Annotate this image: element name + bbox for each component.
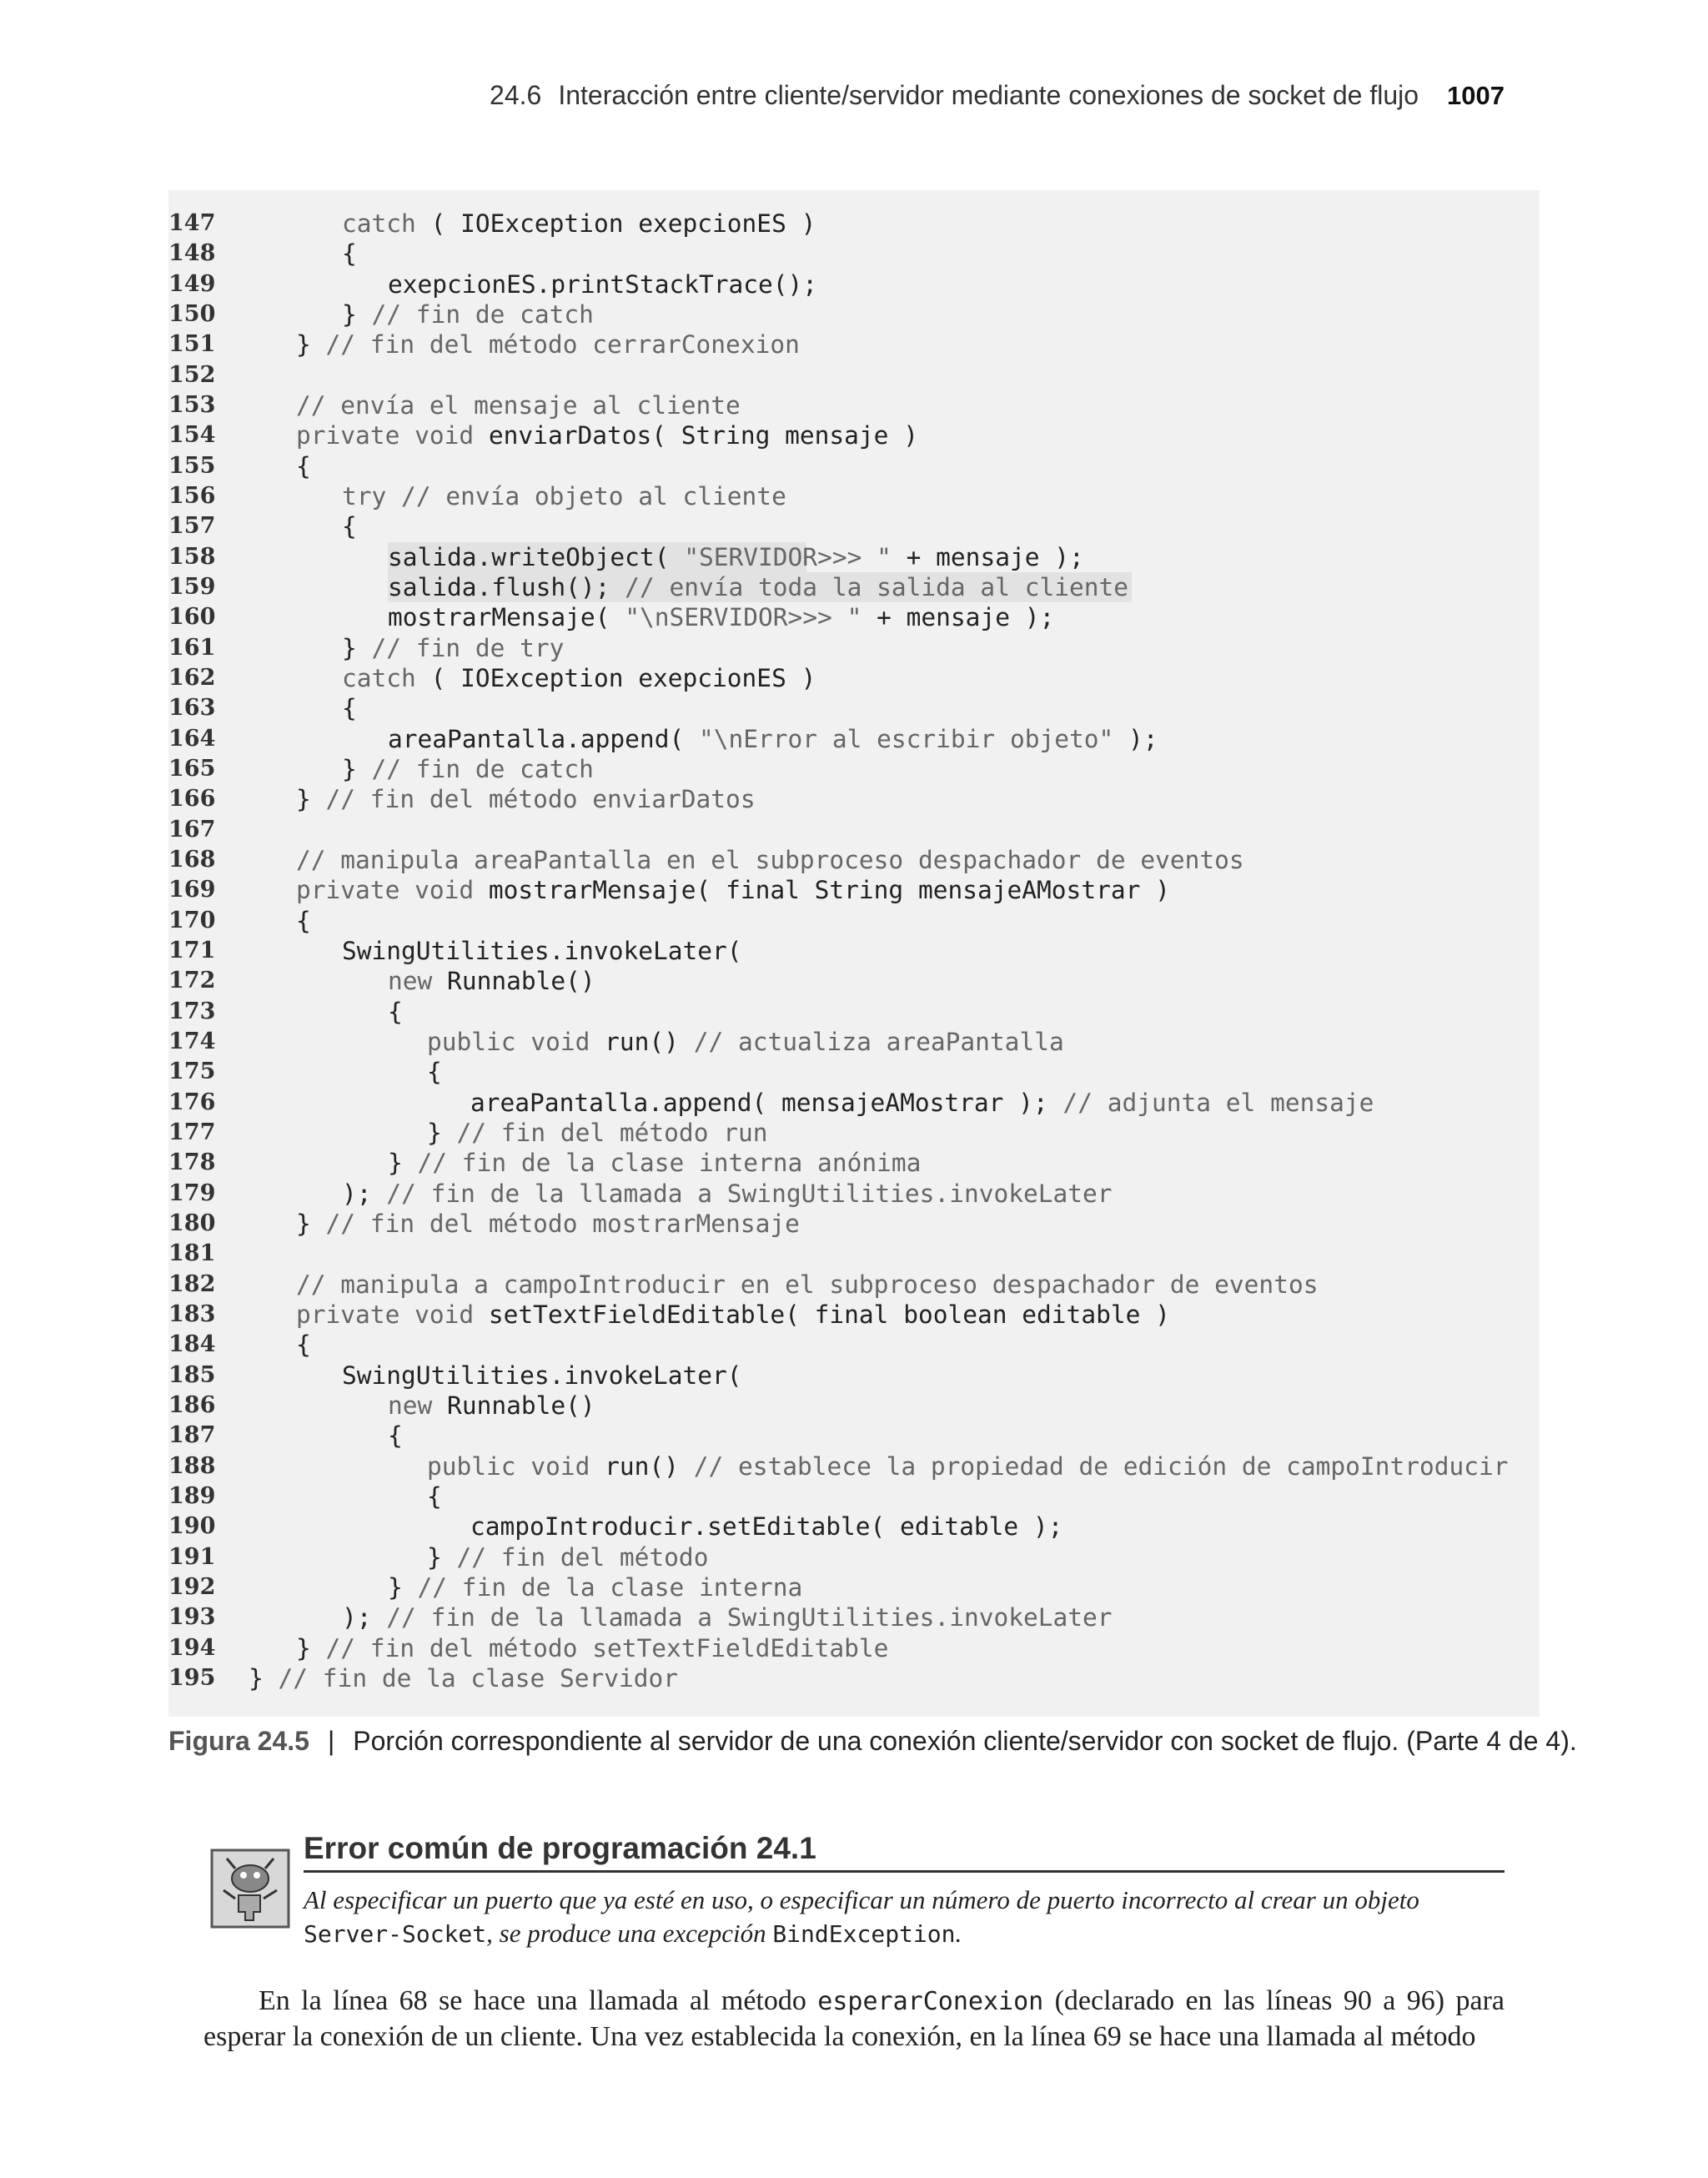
code-text: [388, 997, 403, 1027]
code-line: [168, 1088, 1540, 1118]
code-text: [296, 875, 1170, 905]
code-comment: // envía toda la salida al cliente: [610, 572, 1129, 601]
line-number: 166: [168, 786, 216, 812]
line-number: 184: [168, 1331, 216, 1358]
code-comment: // envía objeto al cliente: [386, 481, 786, 511]
code-text: [342, 209, 816, 239]
code-text: [427, 1118, 768, 1148]
code-line: [168, 1391, 1540, 1421]
code-comment: // fin del método setTextFieldEditable: [310, 1633, 889, 1662]
code-token: }: [388, 1572, 403, 1602]
code-line: [168, 299, 1540, 329]
line-number: 187: [168, 1422, 216, 1449]
code-rest: enviarDatos( String mensaje ): [474, 421, 918, 450]
code-comment: // manipula areaPantalla en el subproceso despachador de eventos: [296, 845, 1244, 874]
line-number: 185: [168, 1361, 216, 1388]
code-line: [168, 269, 1540, 299]
tip-text-3: .: [955, 1919, 962, 1948]
code-token: }: [342, 633, 357, 662]
line-number: 160: [168, 604, 216, 631]
code-line: [168, 420, 1540, 450]
line-number: 176: [168, 1089, 216, 1115]
line-number: 183: [168, 1300, 216, 1327]
running-head: [490, 80, 1505, 117]
code-line: [168, 1270, 1540, 1300]
body-text-b: (declarado en las líneas 90 a 96) para esperar la conexión de un cliente. Una vez establecida la conexión, en la línea 69 se hace una llamada al método: [203, 1985, 1505, 2052]
line-number: 181: [168, 1240, 216, 1267]
code-line: [168, 1057, 1540, 1087]
line-number: 168: [168, 846, 216, 873]
code-line: [168, 1602, 1540, 1632]
code-line: [168, 329, 1540, 360]
code-text: [470, 1512, 1062, 1542]
code-line: [168, 693, 1540, 723]
code-token: }: [388, 1149, 403, 1178]
code-comment: // fin de la llamada a SwingUtilities.invokeLater: [371, 1603, 1113, 1632]
code-line: [168, 511, 1540, 541]
code-token: catch: [342, 663, 416, 692]
code-text: [342, 239, 357, 269]
code-rest: editable );: [885, 1512, 1063, 1542]
code-token: {: [342, 239, 357, 269]
line-number: 158: [168, 543, 216, 570]
code-token: }: [296, 1633, 311, 1662]
code-token: );: [342, 1603, 372, 1632]
code-line: [168, 1027, 1540, 1057]
line-number: 154: [168, 422, 216, 449]
code-token: public void: [427, 1451, 590, 1481]
code-line: [168, 481, 1540, 511]
section-number: 24.6: [490, 80, 542, 110]
code-text: [296, 390, 741, 420]
code-text: [427, 1481, 442, 1512]
line-number: 195: [168, 1664, 216, 1691]
code-token: {: [427, 1481, 442, 1511]
code-token: {: [342, 512, 357, 541]
code-comment: // envía el mensaje al cliente: [296, 390, 741, 420]
line-number: 171: [168, 937, 216, 963]
code-rest: Runnable(): [432, 967, 595, 996]
code-text: [342, 663, 816, 693]
body-paragraph: [203, 1984, 1505, 2055]
code-text: [388, 602, 1054, 632]
tip-text-1: Al especificar un puerto que ya esté en uso, o especificar un número de puerto incorrecto al crear un objeto: [304, 1885, 1419, 1914]
line-number: 194: [168, 1634, 216, 1661]
code-comment: // establece la propiedad de edición de campoIntroducir: [678, 1451, 1509, 1481]
code-line: [168, 602, 1540, 632]
code-token: {: [427, 1058, 442, 1087]
code-comment: // fin de la clase interna: [402, 1572, 803, 1602]
code-text: [470, 1088, 1374, 1118]
code-text: [342, 1602, 1113, 1632]
code-text: [342, 754, 594, 784]
code-token: {: [296, 906, 311, 935]
line-number: 150: [168, 300, 216, 327]
code-line: [168, 724, 1540, 754]
code-token: campoIntroducir.setEditable(: [470, 1512, 886, 1542]
code-line: [168, 966, 1540, 996]
tip-body: [304, 1884, 1505, 1951]
code-token: SwingUtilities.invokeLater(: [342, 936, 742, 965]
code-token: mostrarMensaje(: [388, 603, 610, 632]
code-text: [342, 1179, 1113, 1209]
code-token: );: [342, 1179, 372, 1208]
code-line: [168, 239, 1540, 269]
code-token: SwingUtilities.invokeLater(: [342, 1361, 742, 1390]
code-line: [168, 1330, 1540, 1360]
code-line: [168, 1542, 1540, 1572]
code-rest: run(): [590, 1451, 679, 1481]
code-rest: Runnable(): [432, 1391, 595, 1420]
line-number: 147: [168, 210, 216, 236]
code-text: [388, 542, 1084, 572]
code-token: private void: [296, 1300, 475, 1329]
code-text: [296, 1300, 1170, 1330]
code-comment: // fin de catch: [356, 299, 594, 329]
line-number: 162: [168, 664, 216, 691]
code-line: [168, 633, 1540, 663]
code-line: [168, 1663, 1540, 1693]
code-line: [168, 572, 1540, 602]
code-line: [168, 1633, 1540, 1663]
code-text: [427, 1057, 442, 1087]
code-token: }: [296, 1209, 311, 1238]
figure-label: Figura 24.5: [168, 1726, 309, 1756]
body-text-a: En la línea 68 se hace una llamada al método: [259, 1985, 818, 2016]
line-number: 165: [168, 755, 216, 782]
line-number: 170: [168, 907, 216, 933]
code-token: }: [249, 1663, 264, 1693]
code-line: [168, 1421, 1540, 1451]
code-text: [388, 1148, 921, 1178]
code-token: }: [427, 1542, 442, 1572]
code-line: [168, 360, 1540, 390]
code-text: [427, 1542, 708, 1572]
code-line: [168, 1148, 1540, 1178]
code-text: [388, 966, 595, 996]
code-line: [168, 845, 1540, 875]
code-text: [296, 784, 756, 814]
code-line: [168, 209, 1540, 239]
code-comment: // actualiza areaPantalla: [678, 1027, 1064, 1056]
code-line: [168, 663, 1540, 693]
line-number: 186: [168, 1391, 216, 1418]
line-number: 167: [168, 816, 216, 843]
line-number: 148: [168, 240, 216, 267]
code-text: [388, 1572, 802, 1602]
code-text: [342, 633, 564, 663]
line-number: 180: [168, 1210, 216, 1236]
line-number: 149: [168, 270, 216, 297]
code-rest: setTextFieldEditable( final boolean editable ): [474, 1300, 1170, 1329]
code-rest: "\nError al escribir objeto" );: [698, 724, 1158, 753]
tip-text-2: , se produce una excepción: [486, 1919, 773, 1948]
code-comment: // fin del método enviarDatos: [310, 785, 756, 814]
code-comment: // fin de try: [356, 633, 565, 662]
code-text: [296, 451, 311, 481]
code-text: [249, 1663, 678, 1693]
line-number: 173: [168, 998, 216, 1024]
code-token: areaPantalla.append(: [388, 724, 685, 753]
code-rest: mensajeAMostrar );: [766, 1088, 1048, 1117]
line-number: 188: [168, 1452, 216, 1479]
line-number: 153: [168, 391, 216, 418]
line-number: 189: [168, 1482, 216, 1509]
line-number: 161: [168, 634, 216, 661]
code-line: [168, 1451, 1540, 1481]
code-text: [296, 329, 800, 360]
page-number: 1007: [1447, 81, 1505, 110]
line-number: 178: [168, 1149, 216, 1176]
line-number: 179: [168, 1180, 216, 1206]
code-token: exepcionES.printStackTrace();: [388, 269, 818, 299]
line-number: 157: [168, 513, 216, 540]
code-rest: ( IOException exepcionES ): [415, 663, 816, 692]
code-rest: mostrarMensaje( final String mensajeAMostrar ): [474, 876, 1170, 905]
code-line: [168, 390, 1540, 420]
code-text: [342, 299, 594, 329]
code-token: }: [342, 299, 357, 329]
code-rest: "\nSERVIDOR>>> " + mensaje );: [625, 603, 1055, 632]
body-code-esperarconexion: esperarConexion: [817, 1987, 1044, 2016]
code-line: [168, 542, 1540, 572]
line-number: 193: [168, 1604, 216, 1631]
tip-code-serversocket: Server-Socket: [304, 1920, 487, 1948]
code-token: new: [388, 967, 433, 996]
code-text: [296, 420, 918, 450]
code-text: [427, 1027, 1064, 1057]
line-number: 172: [168, 968, 216, 994]
line-number: 152: [168, 361, 216, 388]
code-comment: // adjunta el mensaje: [1047, 1088, 1374, 1117]
line-number: 175: [168, 1059, 216, 1085]
caption-separator: |: [327, 1726, 335, 1756]
code-text: [342, 693, 357, 723]
code-text: [296, 1270, 1318, 1300]
code-comment: // manipula a campoIntroducir en el subproceso despachador de eventos: [296, 1270, 1319, 1299]
code-line: [168, 1481, 1540, 1512]
code-text: [342, 481, 786, 511]
code-comment: // fin de la clase interna anónima: [402, 1149, 922, 1178]
code-line: [168, 936, 1540, 966]
code-line: [168, 875, 1540, 905]
code-text: [342, 936, 742, 966]
code-text: [388, 269, 817, 299]
line-number: 182: [168, 1270, 216, 1297]
code-comment: // fin del método cerrarConexion: [310, 330, 800, 360]
line-number: 192: [168, 1573, 216, 1600]
code-token: }: [427, 1118, 442, 1147]
code-line: [168, 1118, 1540, 1148]
code-token: {: [342, 694, 357, 723]
code-token: {: [388, 997, 403, 1026]
code-comment: // fin de la llamada a SwingUtilities.invokeLater: [371, 1179, 1113, 1208]
code-line: [168, 906, 1540, 936]
code-text: [342, 511, 357, 541]
code-line: [168, 997, 1540, 1027]
code-listing: [168, 190, 1540, 1717]
code-token: private void: [296, 421, 475, 450]
code-line: [168, 1179, 1540, 1209]
code-token: public void: [427, 1027, 590, 1056]
line-number: 155: [168, 452, 216, 479]
code-text: [296, 1209, 800, 1239]
code-line: [168, 1572, 1540, 1602]
code-comment: // fin del método mostrarMensaje: [310, 1209, 800, 1238]
code-rest: ( IOException exepcionES ): [415, 209, 816, 238]
code-token: salida.writeObject(: [388, 542, 670, 571]
tip-title: Error común de programación 24.1: [304, 1827, 1505, 1873]
line-number: 151: [168, 331, 216, 358]
code-token: {: [296, 1330, 311, 1360]
line-number: 163: [168, 695, 216, 722]
section-title: Interacción entre cliente/servidor mediante conexiones de socket de flujo: [558, 80, 1419, 110]
code-rest: "SERVIDOR>>> " + mensaje );: [684, 542, 1084, 571]
code-comment: // fin del método: [441, 1542, 709, 1572]
code-line: [168, 1512, 1540, 1542]
code-line: [168, 451, 1540, 481]
code-token: catch: [342, 209, 416, 238]
code-text: [296, 1330, 311, 1360]
code-text: [296, 1633, 888, 1663]
code-token: {: [296, 451, 311, 480]
line-number: 190: [168, 1513, 216, 1540]
code-token: new: [388, 1391, 433, 1420]
code-text: [388, 572, 1132, 602]
line-number: 174: [168, 1028, 216, 1054]
code-token: salida.flush();: [388, 572, 610, 601]
code-text: [388, 724, 1158, 754]
code-text: [388, 1391, 595, 1421]
code-text: [296, 845, 1244, 875]
code-token: }: [296, 330, 311, 360]
line-number: 169: [168, 877, 216, 903]
code-line: [168, 1300, 1540, 1330]
code-token: }: [296, 785, 311, 814]
code-text: [342, 1361, 742, 1391]
code-text: [388, 1421, 403, 1451]
figure-caption: [168, 1721, 1577, 1761]
code-comment: // fin de la clase Servidor: [263, 1663, 679, 1693]
code-rest: run(): [590, 1027, 679, 1056]
line-number: 177: [168, 1119, 216, 1145]
line-number: 191: [168, 1543, 216, 1570]
tip-code-bindexception: BindException: [772, 1920, 956, 1948]
code-line: [168, 754, 1540, 784]
code-token: try: [342, 481, 387, 511]
code-comment: // fin del método run: [441, 1118, 768, 1147]
code-line: [168, 1361, 1540, 1391]
code-text: [296, 906, 311, 936]
code-text: [427, 1451, 1509, 1481]
line-number: 159: [168, 573, 216, 600]
code-line: [168, 784, 1540, 814]
code-line: [168, 815, 1540, 845]
code-token: }: [342, 754, 357, 783]
code-comment: // fin de catch: [356, 754, 594, 783]
line-number: 156: [168, 482, 216, 509]
bug-thumbs-down-icon: [210, 1849, 290, 1929]
line-number: 164: [168, 725, 216, 752]
code-line: [168, 1239, 1540, 1269]
code-token: areaPantalla.append(: [470, 1088, 767, 1117]
code-token: private void: [296, 876, 475, 905]
code-line: [168, 1209, 1540, 1239]
caption-text: Porción correspondiente al servidor de una conexión cliente/servidor con socket de flujo. (Parte 4 de 4).: [353, 1726, 1577, 1756]
code-token: {: [388, 1421, 403, 1451]
